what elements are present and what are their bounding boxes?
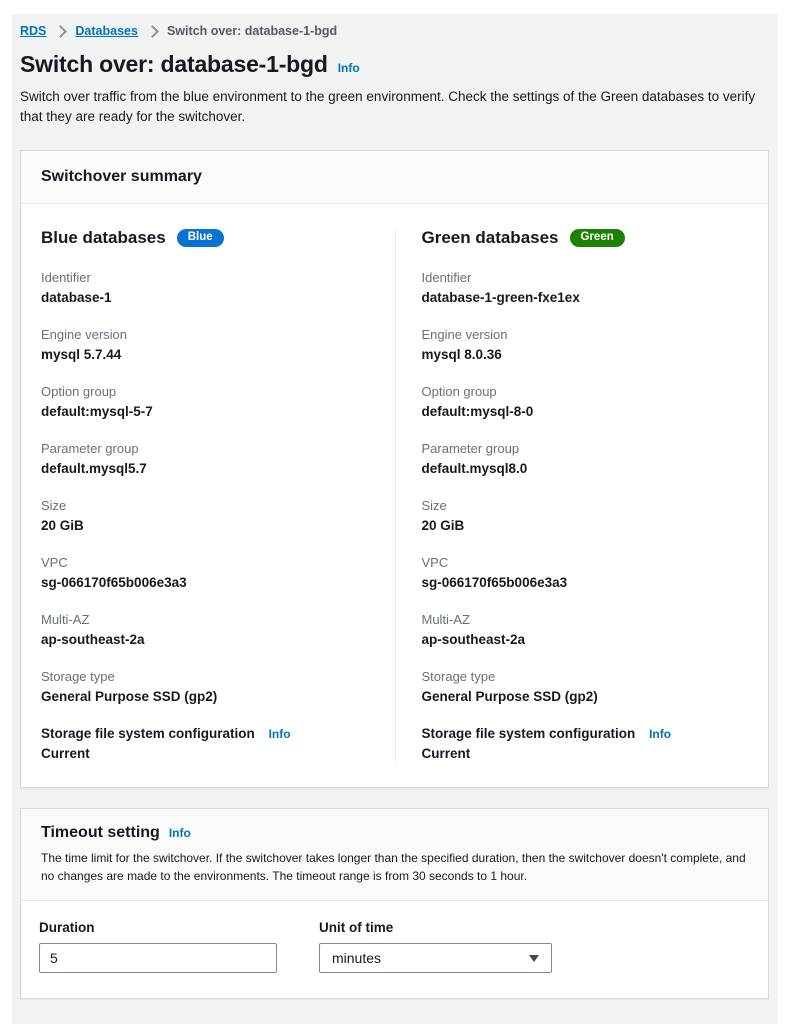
field-value: mysql 8.0.36	[421, 347, 502, 362]
timeout-title-row	[41, 824, 748, 842]
field-value: default:mysql-8-0	[421, 404, 534, 419]
field-value: ap-southeast-2a	[421, 632, 526, 647]
field-value: Current	[41, 746, 90, 761]
field-parameter-group	[422, 441, 749, 476]
storage-config-info-link[interactable]: Info	[268, 727, 291, 741]
field-value: database-1	[41, 290, 112, 305]
green-badge: Green	[570, 229, 625, 248]
field-value: 20 GiB	[421, 518, 465, 533]
breadcrumb-link-databases[interactable]: Databases	[75, 24, 138, 38]
timeout-setting-header	[21, 809, 768, 901]
blue-databases-column	[41, 228, 395, 761]
field-label: Multi-AZ	[421, 612, 470, 627]
field-storage-file-system-configuration	[41, 726, 369, 761]
blue-databases-heading	[41, 228, 369, 248]
field-identifier	[422, 270, 749, 305]
console-page	[12, 14, 777, 1024]
field-value: 20 GiB	[41, 518, 84, 533]
duration-label: Duration	[39, 920, 95, 935]
field-label: VPC	[421, 555, 449, 570]
field-option-group	[41, 384, 369, 419]
field-label	[422, 726, 749, 741]
field-value: sg-066170f65b006e3a3	[421, 575, 568, 590]
field-label: Storage type	[41, 669, 115, 684]
page-description: Switch over traffic from the blue environment to the green environment. Check the settings of the Green databases to verify that they are ready for the switchover.	[20, 89, 756, 124]
page-header	[20, 51, 769, 78]
field-label: Identifier	[41, 270, 91, 285]
unit-of-time-select[interactable]	[319, 943, 552, 973]
field-vpc	[422, 555, 749, 590]
switchover-summary-title: Switchover summary	[41, 168, 202, 185]
breadcrumb	[20, 24, 769, 38]
field-label: Option group	[41, 384, 117, 399]
unit-of-time-field-group	[319, 920, 552, 973]
timeout-description: The time limit for the switchover. If the switchover takes longer than the specified duration, then the switchover doesn't complete, and no changes are made to the environments. The timeout range is from 30 seconds to 1 hour.	[41, 851, 746, 883]
field-label	[41, 726, 369, 741]
field-value: ap-southeast-2a	[41, 632, 145, 647]
green-databases-heading	[422, 228, 749, 248]
field-value: default.mysql5.7	[41, 461, 147, 476]
storage-config-info-link[interactable]: Info	[649, 727, 672, 741]
field-label: Parameter group	[41, 441, 139, 456]
field-identifier	[41, 270, 369, 305]
field-value: default.mysql8.0	[421, 461, 528, 476]
breadcrumb-current: Switch over: database-1-bgd	[166, 24, 338, 38]
chevron-right-icon	[55, 25, 68, 38]
field-label: Parameter group	[421, 441, 520, 456]
duration-input[interactable]	[39, 943, 277, 973]
green-databases-column	[395, 228, 749, 761]
timeout-info-link[interactable]: Info	[168, 826, 191, 840]
unit-of-time-selected-value: minutes	[332, 950, 382, 966]
breadcrumb-link-rds[interactable]: RDS	[20, 24, 47, 38]
field-value: database-1-green-fxe1ex	[421, 290, 580, 305]
field-multi-az	[422, 612, 749, 647]
timeout-setting-title: Timeout setting	[41, 824, 160, 841]
chevron-right-icon	[146, 25, 159, 38]
duration-field-group	[39, 920, 277, 973]
field-label: Engine version	[421, 327, 508, 342]
field-value: default:mysql-5-7	[41, 404, 153, 419]
page-title-info-link[interactable]: Info	[337, 61, 360, 75]
field-value: sg-066170f65b006e3a3	[41, 575, 187, 590]
caret-down-icon	[529, 955, 539, 962]
field-value: General Purpose SSD (gp2)	[421, 689, 598, 704]
blue-badge: Blue	[177, 229, 224, 248]
field-label-text: Storage file system configuration	[41, 726, 255, 741]
timeout-setting-body	[21, 901, 768, 998]
field-value: mysql 5.7.44	[41, 347, 122, 362]
switchover-summary-body	[21, 204, 768, 787]
field-storage-file-system-configuration	[422, 726, 749, 761]
green-databases-title: Green databases	[421, 228, 559, 247]
field-label: Size	[41, 498, 67, 513]
page-title: Switch over: database-1-bgd	[20, 51, 328, 77]
field-storage-type	[422, 669, 749, 704]
field-value: General Purpose SSD (gp2)	[41, 689, 218, 704]
field-option-group	[422, 384, 749, 419]
timeout-setting-card	[20, 808, 769, 999]
field-size	[422, 498, 749, 533]
blue-databases-title: Blue databases	[41, 228, 166, 247]
field-label: Storage type	[421, 669, 496, 684]
unit-of-time-label: Unit of time	[319, 920, 394, 935]
field-label: Identifier	[421, 270, 472, 285]
field-label: VPC	[41, 555, 68, 570]
switchover-summary-header	[21, 151, 768, 204]
field-label: Multi-AZ	[41, 612, 90, 627]
field-size	[41, 498, 369, 533]
field-engine-version	[422, 327, 749, 362]
field-multi-az	[41, 612, 369, 647]
field-label-text: Storage file system configuration	[421, 726, 636, 741]
field-storage-type	[41, 669, 369, 704]
switchover-summary-card	[20, 150, 769, 788]
field-label: Size	[421, 498, 447, 513]
field-label: Engine version	[41, 327, 127, 342]
field-value: Current	[421, 746, 471, 761]
field-vpc	[41, 555, 369, 590]
field-engine-version	[41, 327, 369, 362]
field-label: Option group	[421, 384, 497, 399]
field-parameter-group	[41, 441, 369, 476]
